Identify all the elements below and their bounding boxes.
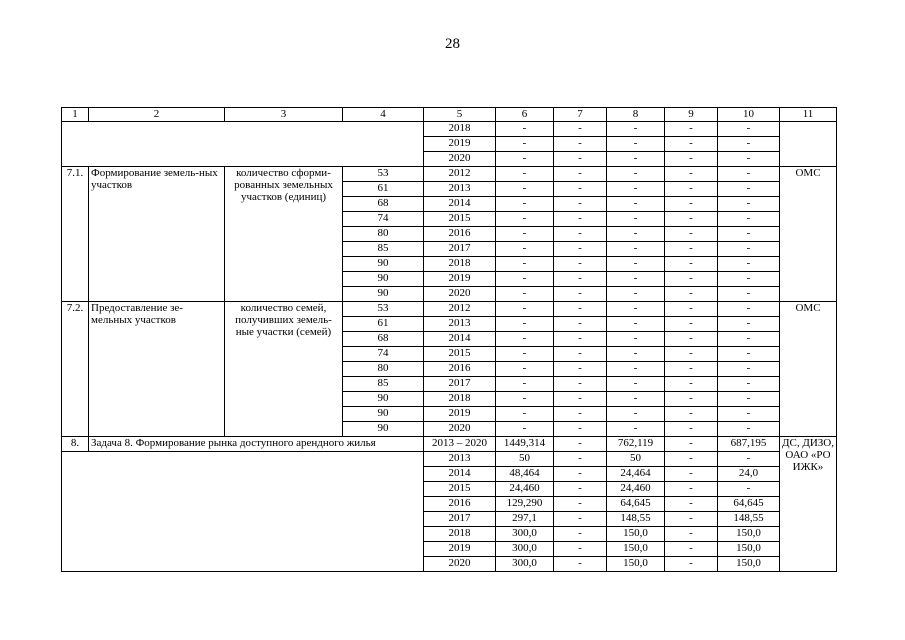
empty-cell <box>62 122 424 167</box>
value-cell: 24,464 <box>607 467 665 482</box>
value-cell: - <box>496 302 554 317</box>
target-value: 53 <box>343 302 424 317</box>
value-cell: - <box>607 197 665 212</box>
value-cell: - <box>718 452 780 467</box>
value-cell: - <box>554 452 607 467</box>
value-cell: - <box>665 302 718 317</box>
value-cell: - <box>496 182 554 197</box>
value-cell: 300,0 <box>496 557 554 572</box>
value-cell: - <box>665 212 718 227</box>
year-cell: 2016 <box>424 362 496 377</box>
value-cell: - <box>665 242 718 257</box>
value-cell: - <box>718 332 780 347</box>
executor: ДС, ДИЗО, ОАО «РО ИЖК» <box>780 437 837 572</box>
value-cell: 300,0 <box>496 527 554 542</box>
value-cell: - <box>496 152 554 167</box>
target-value: 61 <box>343 317 424 332</box>
year-cell: 2017 <box>424 242 496 257</box>
year-cell: 2012 <box>424 302 496 317</box>
value-cell: - <box>607 362 665 377</box>
value-cell: - <box>718 137 780 152</box>
value-cell: - <box>665 497 718 512</box>
value-cell: - <box>718 227 780 242</box>
target-value: 74 <box>343 212 424 227</box>
value-cell: - <box>607 347 665 362</box>
value-cell: - <box>554 362 607 377</box>
value-cell: - <box>665 257 718 272</box>
value-cell: - <box>554 512 607 527</box>
year-cell: 2020 <box>424 287 496 302</box>
value-cell: - <box>665 137 718 152</box>
value-cell: - <box>665 437 718 452</box>
table-row <box>62 437 837 452</box>
value-cell: - <box>607 377 665 392</box>
value-cell: - <box>496 212 554 227</box>
value-cell: - <box>665 407 718 422</box>
year-cell: 2017 <box>424 377 496 392</box>
value-cell: - <box>718 122 780 137</box>
value-cell: 150,0 <box>718 542 780 557</box>
value-cell: - <box>665 152 718 167</box>
value-cell: - <box>718 392 780 407</box>
target-value: 90 <box>343 392 424 407</box>
value-cell: - <box>718 362 780 377</box>
column-number-header: 9 <box>665 108 718 122</box>
value-cell: 24,460 <box>496 482 554 497</box>
value-cell: - <box>496 407 554 422</box>
column-number-header: 11 <box>780 108 837 122</box>
value-cell: 150,0 <box>607 557 665 572</box>
value-cell: - <box>665 182 718 197</box>
continuation-row <box>62 122 837 137</box>
value-cell: 300,0 <box>496 542 554 557</box>
year-cell: 2015 <box>424 482 496 497</box>
table-row <box>62 452 837 467</box>
value-cell: - <box>554 137 607 152</box>
value-cell: - <box>554 197 607 212</box>
target-value: 90 <box>343 257 424 272</box>
year-cell: 2019 <box>424 542 496 557</box>
table-row <box>62 167 837 182</box>
value-cell: - <box>665 227 718 242</box>
value-cell: 64,645 <box>607 497 665 512</box>
target-value: 85 <box>343 377 424 392</box>
year-cell: 2020 <box>424 422 496 437</box>
value-cell: - <box>607 257 665 272</box>
value-cell: - <box>665 557 718 572</box>
value-cell: - <box>718 422 780 437</box>
value-cell: 297,1 <box>496 512 554 527</box>
value-cell: - <box>554 407 607 422</box>
value-cell: - <box>665 392 718 407</box>
column-number-header: 8 <box>607 108 665 122</box>
year-cell: 2013 <box>424 182 496 197</box>
value-cell: - <box>665 362 718 377</box>
header-row <box>62 108 837 122</box>
target-value: 74 <box>343 347 424 362</box>
value-cell: - <box>554 542 607 557</box>
value-cell: - <box>607 392 665 407</box>
value-cell: - <box>607 122 665 137</box>
year-cell: 2020 <box>424 557 496 572</box>
value-cell: - <box>496 422 554 437</box>
value-cell: 48,464 <box>496 467 554 482</box>
year-cell: 2014 <box>424 197 496 212</box>
value-cell: - <box>607 227 665 242</box>
value-cell: - <box>496 377 554 392</box>
value-cell: - <box>665 377 718 392</box>
value-cell: - <box>496 272 554 287</box>
value-cell: - <box>554 122 607 137</box>
column-number-header: 7 <box>554 108 607 122</box>
value-cell: 148,55 <box>607 512 665 527</box>
year-cell: 2018 <box>424 122 496 137</box>
value-cell: - <box>554 227 607 242</box>
executor: ОМС <box>780 302 837 437</box>
value-cell: 1449,314 <box>496 437 554 452</box>
value-cell: - <box>665 272 718 287</box>
table-body <box>62 108 837 572</box>
target-value: 80 <box>343 227 424 242</box>
value-cell: - <box>554 167 607 182</box>
value-cell: - <box>554 287 607 302</box>
value-cell: - <box>607 272 665 287</box>
target-value: 61 <box>343 182 424 197</box>
page-number: 28 <box>445 36 460 52</box>
value-cell: - <box>665 542 718 557</box>
value-cell: - <box>718 182 780 197</box>
program-table <box>61 107 837 572</box>
value-cell: - <box>554 392 607 407</box>
value-cell: - <box>665 332 718 347</box>
value-cell: - <box>607 287 665 302</box>
value-cell: - <box>665 287 718 302</box>
value-cell: - <box>496 287 554 302</box>
row-number: 8. <box>62 437 89 452</box>
value-cell: - <box>718 272 780 287</box>
value-cell: - <box>718 302 780 317</box>
value-cell: 150,0 <box>607 527 665 542</box>
value-cell: - <box>554 257 607 272</box>
value-cell: - <box>607 242 665 257</box>
value-cell: - <box>554 467 607 482</box>
target-value: 90 <box>343 407 424 422</box>
value-cell: - <box>665 422 718 437</box>
value-cell: - <box>665 527 718 542</box>
value-cell: 50 <box>496 452 554 467</box>
target-value: 68 <box>343 197 424 212</box>
value-cell: 150,0 <box>718 557 780 572</box>
year-cell: 2019 <box>424 272 496 287</box>
value-cell: - <box>554 497 607 512</box>
year-cell: 2018 <box>424 527 496 542</box>
value-cell: - <box>554 557 607 572</box>
year-cell: 2019 <box>424 137 496 152</box>
value-cell: 150,0 <box>718 527 780 542</box>
year-cell: 2015 <box>424 212 496 227</box>
value-cell: - <box>496 197 554 212</box>
indicator-name: количество сформи-рованных земельных участков (единиц) <box>225 167 343 302</box>
value-cell: - <box>554 527 607 542</box>
value-cell: - <box>718 317 780 332</box>
value-cell: 129,290 <box>496 497 554 512</box>
value-cell: - <box>718 377 780 392</box>
value-cell: - <box>718 167 780 182</box>
year-cell: 2013 <box>424 452 496 467</box>
value-cell: - <box>665 347 718 362</box>
value-cell: - <box>607 422 665 437</box>
value-cell: - <box>554 317 607 332</box>
value-cell: - <box>554 212 607 227</box>
target-value: 90 <box>343 272 424 287</box>
value-cell: 687,195 <box>718 437 780 452</box>
value-cell: - <box>718 257 780 272</box>
value-cell: - <box>554 332 607 347</box>
value-cell: - <box>554 437 607 452</box>
column-number-header: 1 <box>62 108 89 122</box>
value-cell: - <box>718 197 780 212</box>
row-number: 7.1. <box>62 167 89 302</box>
value-cell: - <box>554 422 607 437</box>
value-cell: - <box>496 122 554 137</box>
year-cell: 2013 – 2020 <box>424 437 496 452</box>
value-cell: - <box>496 332 554 347</box>
year-cell: 2017 <box>424 512 496 527</box>
value-cell: - <box>607 137 665 152</box>
value-cell: - <box>554 482 607 497</box>
value-cell: - <box>496 257 554 272</box>
column-number-header: 4 <box>343 108 424 122</box>
value-cell: - <box>554 152 607 167</box>
column-number-header: 3 <box>225 108 343 122</box>
value-cell: - <box>718 287 780 302</box>
value-cell: - <box>718 212 780 227</box>
value-cell: - <box>607 152 665 167</box>
target-value: 80 <box>343 362 424 377</box>
column-number-header: 2 <box>89 108 225 122</box>
row-number: 7.2. <box>62 302 89 437</box>
year-cell: 2012 <box>424 167 496 182</box>
year-cell: 2014 <box>424 467 496 482</box>
year-cell: 2020 <box>424 152 496 167</box>
target-value: 85 <box>343 242 424 257</box>
value-cell: - <box>607 317 665 332</box>
value-cell: - <box>496 227 554 242</box>
value-cell: 762,119 <box>607 437 665 452</box>
value-cell: 50 <box>607 452 665 467</box>
value-cell: - <box>718 407 780 422</box>
year-cell: 2016 <box>424 497 496 512</box>
empty-cell <box>62 452 424 572</box>
year-cell: 2015 <box>424 347 496 362</box>
column-number-header: 10 <box>718 108 780 122</box>
value-cell: 64,645 <box>718 497 780 512</box>
value-cell: - <box>607 182 665 197</box>
value-cell: - <box>607 212 665 227</box>
value-cell: - <box>496 347 554 362</box>
target-value: 68 <box>343 332 424 347</box>
value-cell: - <box>665 122 718 137</box>
value-cell: - <box>496 137 554 152</box>
column-number-header: 6 <box>496 108 554 122</box>
value-cell: - <box>607 407 665 422</box>
value-cell: - <box>718 242 780 257</box>
value-cell: - <box>607 332 665 347</box>
value-cell: - <box>665 512 718 527</box>
value-cell: 24,0 <box>718 467 780 482</box>
value-cell: 24,460 <box>607 482 665 497</box>
value-cell: - <box>665 317 718 332</box>
value-cell: - <box>665 197 718 212</box>
year-cell: 2018 <box>424 392 496 407</box>
value-cell: - <box>554 272 607 287</box>
task-name: Задача 8. Формирование рынка доступного арендного жилья <box>89 437 424 452</box>
value-cell: - <box>554 182 607 197</box>
value-cell: - <box>554 377 607 392</box>
value-cell: - <box>496 392 554 407</box>
executor: ОМС <box>780 167 837 302</box>
table-row <box>62 302 837 317</box>
value-cell: - <box>496 167 554 182</box>
value-cell: - <box>718 152 780 167</box>
value-cell: - <box>496 317 554 332</box>
value-cell: 148,55 <box>718 512 780 527</box>
year-cell: 2019 <box>424 407 496 422</box>
value-cell: - <box>554 242 607 257</box>
value-cell: - <box>554 302 607 317</box>
value-cell: - <box>607 167 665 182</box>
value-cell: - <box>665 167 718 182</box>
target-value: 90 <box>343 287 424 302</box>
empty-cell <box>780 122 837 167</box>
value-cell: - <box>665 467 718 482</box>
target-value: 90 <box>343 422 424 437</box>
value-cell: 150,0 <box>607 542 665 557</box>
indicator-name: количество семей, получивших земель-ные участки (семей) <box>225 302 343 437</box>
value-cell: - <box>496 242 554 257</box>
value-cell: - <box>665 452 718 467</box>
year-cell: 2013 <box>424 317 496 332</box>
value-cell: - <box>607 302 665 317</box>
year-cell: 2018 <box>424 257 496 272</box>
year-cell: 2014 <box>424 332 496 347</box>
value-cell: - <box>718 347 780 362</box>
value-cell: - <box>496 362 554 377</box>
target-value: 53 <box>343 167 424 182</box>
value-cell: - <box>665 482 718 497</box>
value-cell: - <box>718 482 780 497</box>
value-cell: - <box>554 347 607 362</box>
column-number-header: 5 <box>424 108 496 122</box>
activity-name: Формирование земель-ных участков <box>89 167 225 302</box>
year-cell: 2016 <box>424 227 496 242</box>
activity-name: Предоставление зе-мельных участков <box>89 302 225 437</box>
